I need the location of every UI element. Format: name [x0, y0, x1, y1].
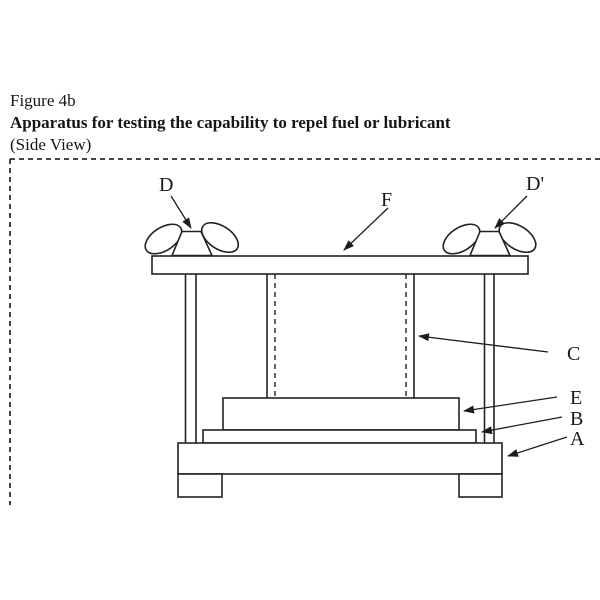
- leader-arrow-c: [419, 336, 548, 352]
- figure-number: Figure 4b: [10, 91, 76, 110]
- leader-arrow-f: [344, 208, 388, 250]
- part-label-c: C: [567, 343, 581, 365]
- figure-title: Apparatus for testing the capability to repel fuel or lubricant: [10, 113, 451, 132]
- base-foot-left: [178, 474, 222, 497]
- base-plate: [178, 443, 502, 474]
- part-label-e: E: [570, 387, 583, 409]
- upper-plate: [223, 398, 459, 430]
- wing-nut-left: [140, 217, 243, 260]
- part-label-a: A: [570, 428, 585, 450]
- leader-arrow-a: [508, 437, 567, 456]
- part-label-d: D: [159, 174, 174, 196]
- top-plate: [152, 256, 528, 274]
- wing-nut-right: [438, 217, 541, 260]
- specimen-sheet: [203, 430, 476, 443]
- base-foot-right: [459, 474, 502, 497]
- part-label-b: B: [570, 408, 584, 430]
- figure-view-label: (Side View): [10, 135, 92, 154]
- leader-arrow-d: [171, 196, 191, 228]
- leader-arrow-e: [464, 397, 557, 411]
- part-label-d-prime: D': [526, 173, 545, 195]
- part-label-f: F: [381, 189, 393, 211]
